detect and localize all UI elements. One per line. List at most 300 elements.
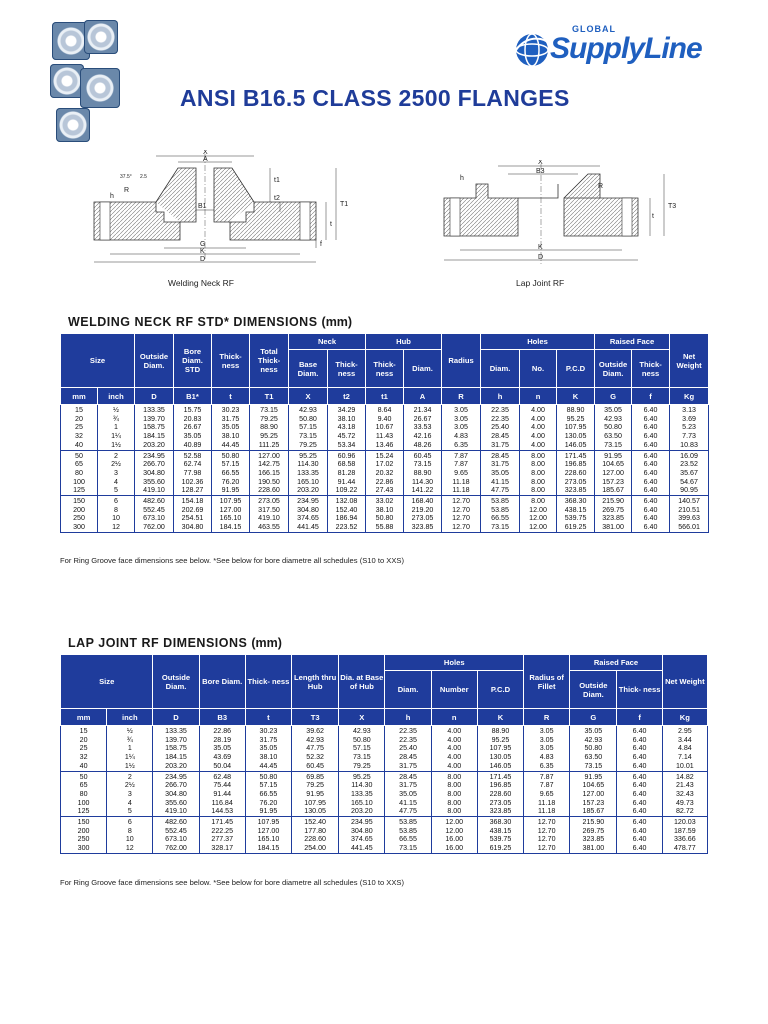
table-cell: 141.22 [404, 486, 442, 495]
table-cell: 368.30 [557, 496, 595, 506]
table-cell: 185.67 [570, 807, 617, 816]
table-cell: 79.25 [250, 415, 289, 424]
table-cell: 323.85 [595, 514, 632, 523]
table-cell: 20 [61, 415, 98, 424]
table-cell: 28.45 [385, 771, 431, 781]
table-cell: 80 [61, 469, 98, 478]
header-total-thickness: Total Thick- ness [250, 334, 289, 388]
column-code: K [477, 709, 523, 726]
table-cell: 41.15 [481, 478, 520, 487]
header-raised-od: Outside Diam. [595, 350, 632, 388]
table-cell: 9.65 [524, 790, 570, 799]
table-cell: 317.50 [250, 506, 289, 515]
column-code: h [481, 388, 520, 405]
table-cell: 6.40 [617, 726, 662, 736]
table-cell: 10.01 [662, 762, 707, 771]
table-cell: 328.17 [199, 844, 245, 853]
table-cell: 7.87 [442, 460, 481, 469]
column-code: h [385, 709, 431, 726]
table-cell: 66.55 [385, 835, 431, 844]
header-holes: Holes [385, 655, 524, 671]
table-cell: 254.51 [174, 514, 212, 523]
table-cell: 8.00 [431, 790, 477, 799]
table-cell: 65 [61, 460, 98, 469]
table-cell: 171.45 [477, 771, 523, 781]
table-cell: 203.20 [289, 486, 328, 495]
table-cell: 355.60 [153, 799, 199, 808]
table-row [61, 469, 709, 478]
table-cell: 7.73 [670, 432, 709, 441]
table-cell: 2½ [107, 781, 153, 790]
table-cell: 140.57 [670, 496, 709, 506]
table-cell: 3.13 [670, 405, 709, 415]
welding-neck-title: WELDING NECK RF STD* DIMENSIONS (mm) [68, 315, 353, 329]
table-cell: 82.72 [662, 807, 707, 816]
table-cell: 15 [61, 726, 107, 736]
table-cell: 10.83 [670, 441, 709, 450]
table-cell: 42.93 [595, 415, 632, 424]
svg-text:D: D [538, 254, 544, 261]
table-cell: 1 [107, 744, 153, 753]
table-cell: 6.40 [632, 514, 670, 523]
table-cell: 130.05 [292, 807, 339, 816]
table-cell: 49.73 [662, 799, 707, 808]
table-cell: 38.10 [245, 753, 291, 762]
table-cell: 125 [61, 486, 98, 495]
table-cell: 7.87 [524, 781, 570, 790]
table-cell: 203.20 [153, 762, 199, 771]
logo-text: SupplyLine [550, 32, 702, 65]
column-code: f [632, 388, 670, 405]
header-bore-diam: Bore Diam. [199, 655, 245, 709]
table-cell: 157.23 [570, 799, 617, 808]
header-length-thru-hub: Length thru Hub [292, 655, 339, 709]
svg-text:h: h [110, 193, 114, 200]
table-cell: 12.70 [442, 506, 481, 515]
table-cell: 234.95 [339, 817, 385, 827]
table-cell: 104.65 [595, 460, 632, 469]
table-cell: 441.45 [289, 523, 328, 532]
table-cell: 1 [98, 423, 135, 432]
table-cell: 336.66 [662, 835, 707, 844]
table-cell: 228.60 [557, 469, 595, 478]
table-cell: 104.65 [570, 781, 617, 790]
table-cell: 47.75 [385, 807, 431, 816]
table-cell: 3.05 [524, 744, 570, 753]
table-row [61, 762, 708, 771]
table-cell: 12.00 [431, 827, 477, 836]
table-row [61, 514, 709, 523]
header-thickness: Thick- ness [212, 334, 250, 388]
lap-joint-caption: Lap Joint RF [516, 278, 565, 288]
header-neck-base: Base Diam. [289, 350, 328, 388]
table-cell: 66.55 [212, 469, 250, 478]
header-radius-fillet: Radius of Fillet [524, 655, 570, 709]
table-cell: 184.15 [212, 523, 250, 532]
table-cell: 12.00 [520, 506, 557, 515]
table-cell: 5.23 [670, 423, 709, 432]
table-cell: 16.09 [670, 450, 709, 460]
table-cell: 154.18 [174, 496, 212, 506]
table-cell: 31.75 [212, 415, 250, 424]
header-net-weight: Net Weight [662, 655, 707, 709]
table-cell: 6.40 [617, 817, 662, 827]
table-cell: 6.40 [617, 762, 662, 771]
table-cell: 12.70 [524, 817, 570, 827]
table-cell: 266.70 [153, 781, 199, 790]
table-cell: 12.70 [524, 835, 570, 844]
table-cell: 184.15 [153, 753, 199, 762]
table-cell: 3.05 [524, 736, 570, 745]
svg-text:h: h [460, 175, 464, 182]
table-cell: 133.35 [339, 790, 385, 799]
table-cell: 127.00 [245, 827, 291, 836]
table-cell: 482.60 [135, 496, 174, 506]
table-cell: 22.35 [481, 415, 520, 424]
table-cell: 1¼ [98, 432, 135, 441]
table-cell: 152.40 [328, 506, 366, 515]
table-cell: 22.86 [366, 478, 404, 487]
table-cell: 8.00 [520, 496, 557, 506]
table-cell: 6.40 [632, 496, 670, 506]
table-cell: 11.43 [366, 432, 404, 441]
table-cell: 57.15 [212, 460, 250, 469]
table-cell: 22.35 [481, 405, 520, 415]
column-code: t2 [328, 388, 366, 405]
table-cell: 127.00 [250, 450, 289, 460]
table-row [61, 506, 709, 515]
table-cell: 158.75 [135, 423, 174, 432]
table-cell: 91.95 [212, 486, 250, 495]
column-code: X [339, 709, 385, 726]
table-row [61, 478, 709, 487]
welding-neck-diagram [80, 150, 380, 270]
table-cell: 31.75 [245, 736, 291, 745]
table-row [61, 736, 708, 745]
table-cell: 1¼ [107, 753, 153, 762]
table-cell: 73.15 [595, 441, 632, 450]
table-cell: 22.86 [199, 726, 245, 736]
table-row [61, 450, 709, 460]
column-code: mm [61, 709, 107, 726]
header-holes-no: No. [520, 350, 557, 388]
table-cell: 30.23 [245, 726, 291, 736]
column-code: n [431, 709, 477, 726]
table-cell: 6.40 [632, 423, 670, 432]
table-cell: 81.28 [328, 469, 366, 478]
table-cell: 41.15 [385, 799, 431, 808]
table-cell: 4.00 [520, 441, 557, 450]
table-cell: 4.00 [520, 415, 557, 424]
table-cell: 762.00 [135, 523, 174, 532]
table-cell: 91.95 [570, 771, 617, 781]
table-cell: 165.10 [339, 799, 385, 808]
table-cell: 35.05 [481, 469, 520, 478]
table-cell: 52.58 [174, 450, 212, 460]
column-code: T3 [292, 709, 339, 726]
column-code: A [404, 388, 442, 405]
table-cell: 8.00 [520, 478, 557, 487]
table-cell: 76.20 [245, 799, 291, 808]
table-cell: 273.05 [557, 478, 595, 487]
table-cell: 91.95 [595, 450, 632, 460]
header-outside-diam: Outside Diam. [153, 655, 199, 709]
table-cell: 3.05 [442, 405, 481, 415]
table-cell: 4.00 [520, 432, 557, 441]
table-cell: 4.84 [662, 744, 707, 753]
table-cell: 20 [61, 736, 107, 745]
globe-icon [512, 28, 552, 72]
table-cell: 35.05 [174, 432, 212, 441]
column-code: B1* [174, 388, 212, 405]
table-cell: 438.15 [557, 506, 595, 515]
table-cell: 44.45 [245, 762, 291, 771]
table-cell: 304.80 [289, 506, 328, 515]
table-cell: ¾ [107, 736, 153, 745]
table-cell: 552.45 [135, 506, 174, 515]
table-cell: 144.53 [199, 807, 245, 816]
table-cell: 32 [61, 432, 98, 441]
table-cell: 254.00 [292, 844, 339, 853]
table-cell: 8.00 [431, 799, 477, 808]
table-cell: 10.67 [366, 423, 404, 432]
table-cell: 8.00 [520, 486, 557, 495]
table-cell: 28.19 [199, 736, 245, 745]
header-radius: Radius [442, 334, 481, 388]
flange-photo [56, 108, 90, 142]
table-cell: 5 [98, 486, 135, 495]
table-cell: 273.05 [404, 514, 442, 523]
column-code: t [212, 388, 250, 405]
table-cell: 8.00 [431, 771, 477, 781]
table-cell: 21.43 [662, 781, 707, 790]
table-cell: 88.90 [477, 726, 523, 736]
column-code: T1 [250, 388, 289, 405]
table-cell: 215.90 [595, 496, 632, 506]
header-net-weight: Net Weight [670, 334, 709, 388]
table-cell: 130.05 [557, 432, 595, 441]
table-cell: 196.85 [477, 781, 523, 790]
svg-text:t2: t2 [274, 195, 280, 202]
table-cell: ½ [98, 405, 135, 415]
column-code: t1 [366, 388, 404, 405]
table-cell: 133.35 [289, 469, 328, 478]
table-cell: 35.05 [199, 744, 245, 753]
table-cell: 6.40 [632, 405, 670, 415]
table-cell: 8.00 [431, 807, 477, 816]
table-cell: 6.40 [617, 844, 662, 853]
svg-text:T1: T1 [340, 201, 349, 208]
table-cell: 80 [61, 790, 107, 799]
table-cell: 419.10 [250, 514, 289, 523]
table-cell: 73.15 [250, 405, 289, 415]
table-cell: 15.24 [366, 450, 404, 460]
table-cell: 91.95 [245, 807, 291, 816]
column-code: G [595, 388, 632, 405]
table-cell: 4.00 [431, 762, 477, 771]
table-cell: 127.00 [570, 790, 617, 799]
table-cell: 482.60 [153, 817, 199, 827]
table-cell: 111.25 [250, 441, 289, 450]
table-cell: 133.35 [153, 726, 199, 736]
table-cell: 374.65 [339, 835, 385, 844]
table-cell: 125 [61, 807, 107, 816]
header-raised-od: Outside Diam. [570, 671, 617, 709]
table-cell: 203.20 [135, 441, 174, 450]
table-cell: 47.75 [292, 744, 339, 753]
table-cell: 619.25 [477, 844, 523, 853]
table-cell: 91.44 [328, 478, 366, 487]
table-cell: 14.82 [662, 771, 707, 781]
table-cell: 45.72 [328, 432, 366, 441]
table-cell: 73.15 [339, 753, 385, 762]
table-cell: 76.20 [212, 478, 250, 487]
table-cell: 30.23 [212, 405, 250, 415]
table-cell: 95.25 [250, 432, 289, 441]
table-row [61, 817, 708, 827]
lap-joint-title: LAP JOINT RF DIMENSIONS (mm) [68, 636, 282, 650]
table-cell: 438.15 [477, 827, 523, 836]
table-cell: 9.40 [366, 415, 404, 424]
table-cell: 50 [61, 771, 107, 781]
table-cell: 35.05 [385, 790, 431, 799]
table-cell: 13.46 [366, 441, 404, 450]
supplyline-logo [512, 22, 712, 74]
lap-joint-diagram [438, 160, 688, 270]
header-hub: Hub [366, 334, 442, 350]
table-cell: 50.04 [199, 762, 245, 771]
table-cell: 146.05 [557, 441, 595, 450]
table-cell: 222.25 [199, 827, 245, 836]
table-cell: 116.84 [199, 799, 245, 808]
table-row [61, 781, 708, 790]
svg-text:B1: B1 [198, 203, 207, 210]
table-row [61, 726, 708, 736]
table-cell: 100 [61, 478, 98, 487]
logo-global-text: GLOBAL [572, 24, 616, 34]
table-cell: 39.62 [292, 726, 339, 736]
table-cell: 3.05 [442, 415, 481, 424]
table-cell: 88.90 [250, 423, 289, 432]
column-code: n [520, 388, 557, 405]
table-cell: 12 [107, 844, 153, 853]
table-cell: 6.40 [617, 744, 662, 753]
table-row [61, 405, 709, 415]
table-cell: 374.65 [289, 514, 328, 523]
table-cell: 6.40 [632, 478, 670, 487]
table-cell: 4.00 [520, 423, 557, 432]
header-dia-base-hub: Dia. at Base of Hub [339, 655, 385, 709]
table-cell: 75.44 [199, 781, 245, 790]
table-cell: 304.80 [174, 523, 212, 532]
svg-text:B3: B3 [536, 168, 545, 175]
svg-text:2.5: 2.5 [140, 174, 147, 180]
table-cell: 47.75 [481, 486, 520, 495]
table-cell: 300 [61, 523, 98, 532]
table-cell: 6.40 [632, 506, 670, 515]
table-cell: 8.64 [366, 405, 404, 415]
table-cell: 130.05 [477, 753, 523, 762]
column-code: R [442, 388, 481, 405]
header-holes-number: Number [431, 671, 477, 709]
table-cell: 52.32 [292, 753, 339, 762]
table-cell: 152.40 [292, 817, 339, 827]
table-cell: 6.40 [617, 790, 662, 799]
table-cell: 11.18 [442, 478, 481, 487]
table-cell: 79.25 [289, 441, 328, 450]
table-cell: 44.45 [212, 441, 250, 450]
table-cell: 114.30 [404, 478, 442, 487]
header-size: Size [61, 655, 153, 709]
table-cell: 273.05 [477, 799, 523, 808]
table-cell: 184.15 [135, 432, 174, 441]
table-cell: 28.45 [385, 753, 431, 762]
table-row [61, 523, 709, 532]
table-cell: 11.18 [442, 486, 481, 495]
lap-joint-note: For Ring Groove face dimensions see below. *See below for bore diametre all schedules (S10 to XXS) [60, 878, 405, 887]
table-cell: 304.80 [153, 790, 199, 799]
column-code: B3 [199, 709, 245, 726]
table-cell: 323.85 [570, 835, 617, 844]
table-cell: 57.15 [289, 423, 328, 432]
table-cell: 66.55 [481, 514, 520, 523]
table-cell: 6.40 [617, 771, 662, 781]
table-cell: 88.90 [404, 469, 442, 478]
table-cell: 57.15 [245, 781, 291, 790]
table-cell: 478.77 [662, 844, 707, 853]
table-cell: 4.83 [442, 432, 481, 441]
table-cell: 88.90 [557, 405, 595, 415]
table-cell: 300 [61, 844, 107, 853]
table-cell: 762.00 [153, 844, 199, 853]
column-code: f [617, 709, 662, 726]
table-cell: 10 [98, 514, 135, 523]
table-cell: 273.05 [250, 496, 289, 506]
table-cell: 399.63 [670, 514, 709, 523]
table-cell: 6.40 [617, 736, 662, 745]
table-cell: 566.01 [670, 523, 709, 532]
table-cell: 73.15 [289, 432, 328, 441]
table-cell: 171.45 [557, 450, 595, 460]
table-cell: 381.00 [595, 523, 632, 532]
table-cell: 6.40 [632, 432, 670, 441]
table-cell: 200 [61, 506, 98, 515]
table-cell: 157.23 [595, 478, 632, 487]
table-cell: 419.10 [135, 486, 174, 495]
column-code: D [135, 388, 174, 405]
table-row [61, 844, 708, 853]
table-cell: 31.75 [385, 781, 431, 790]
table-cell: 6.40 [632, 523, 670, 532]
table-cell: 139.70 [153, 736, 199, 745]
table-cell: 26.67 [404, 415, 442, 424]
table-cell: 142.75 [250, 460, 289, 469]
lap-joint-table [60, 654, 708, 854]
table-cell: 165.10 [212, 514, 250, 523]
table-cell: 33.02 [366, 496, 404, 506]
table-cell: 31.75 [385, 762, 431, 771]
table-cell: 91.44 [199, 790, 245, 799]
table-cell: 368.30 [477, 817, 523, 827]
column-code: inch [107, 709, 153, 726]
flange-photo [84, 20, 118, 54]
table-cell: 22.35 [385, 726, 431, 736]
table-cell: 35.05 [212, 423, 250, 432]
table-cell: 107.95 [557, 423, 595, 432]
table-cell: 102.36 [174, 478, 212, 487]
header-raised-thickness: Thick- ness [617, 671, 662, 709]
table-cell: 187.59 [662, 827, 707, 836]
